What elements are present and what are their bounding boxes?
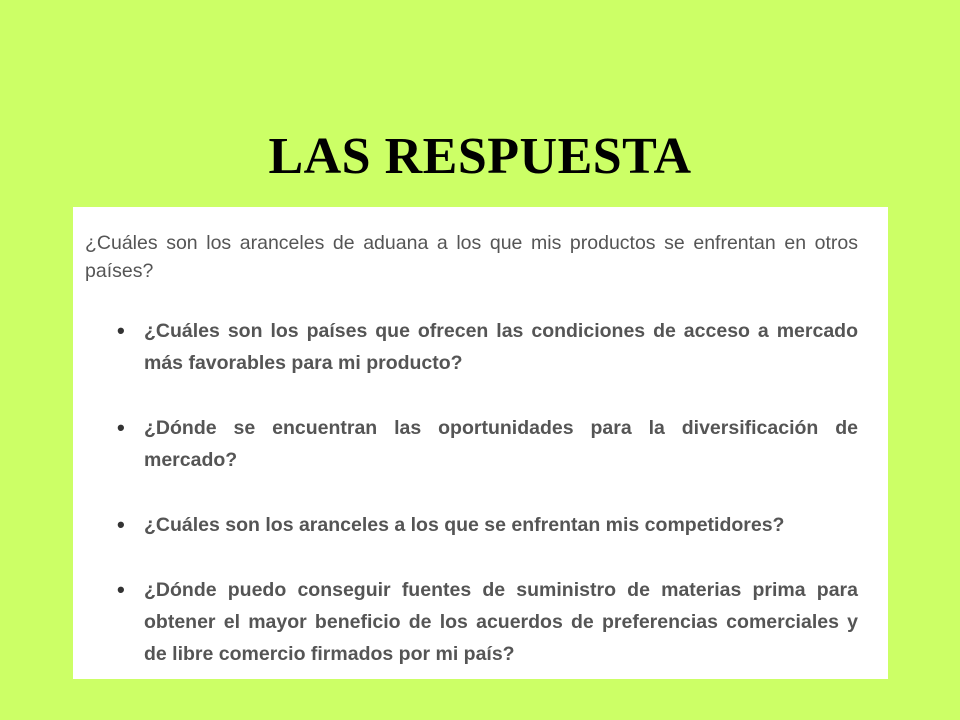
list-item-text: ¿Cuáles son los países que ofrecen las condiciones de acceso a mercado más favorables para mi producto?: [144, 320, 858, 374]
bullet-icon: •: [117, 577, 125, 602]
question-list: [85, 315, 858, 670]
bullet-icon: •: [117, 318, 125, 343]
intro-question: ¿Cuáles son los aranceles de aduana a los que mis productos se enfrentan en otros países?: [85, 232, 858, 282]
slide-title: LAS RESPUESTA: [268, 127, 692, 185]
list-item: [85, 509, 858, 541]
list-item-text: ¿Dónde puedo conseguir fuentes de suministro de materias prima para obtener el mayor beneficio de los acuerdos de preferencias comerciales y de libre comercio firmados por mi país?: [144, 579, 858, 665]
list-item: [85, 412, 858, 476]
list-item-text: ¿Dónde se encuentran las oportunidades para la diversificación de mercado?: [144, 417, 858, 471]
list-item: [85, 574, 858, 670]
list-item: [85, 315, 858, 379]
content-panel: [73, 207, 888, 679]
bullet-icon: •: [117, 512, 125, 537]
bullet-icon: •: [117, 415, 125, 440]
list-item-text: ¿Cuáles son los aranceles a los que se enfrentan mis competidores?: [144, 514, 785, 536]
